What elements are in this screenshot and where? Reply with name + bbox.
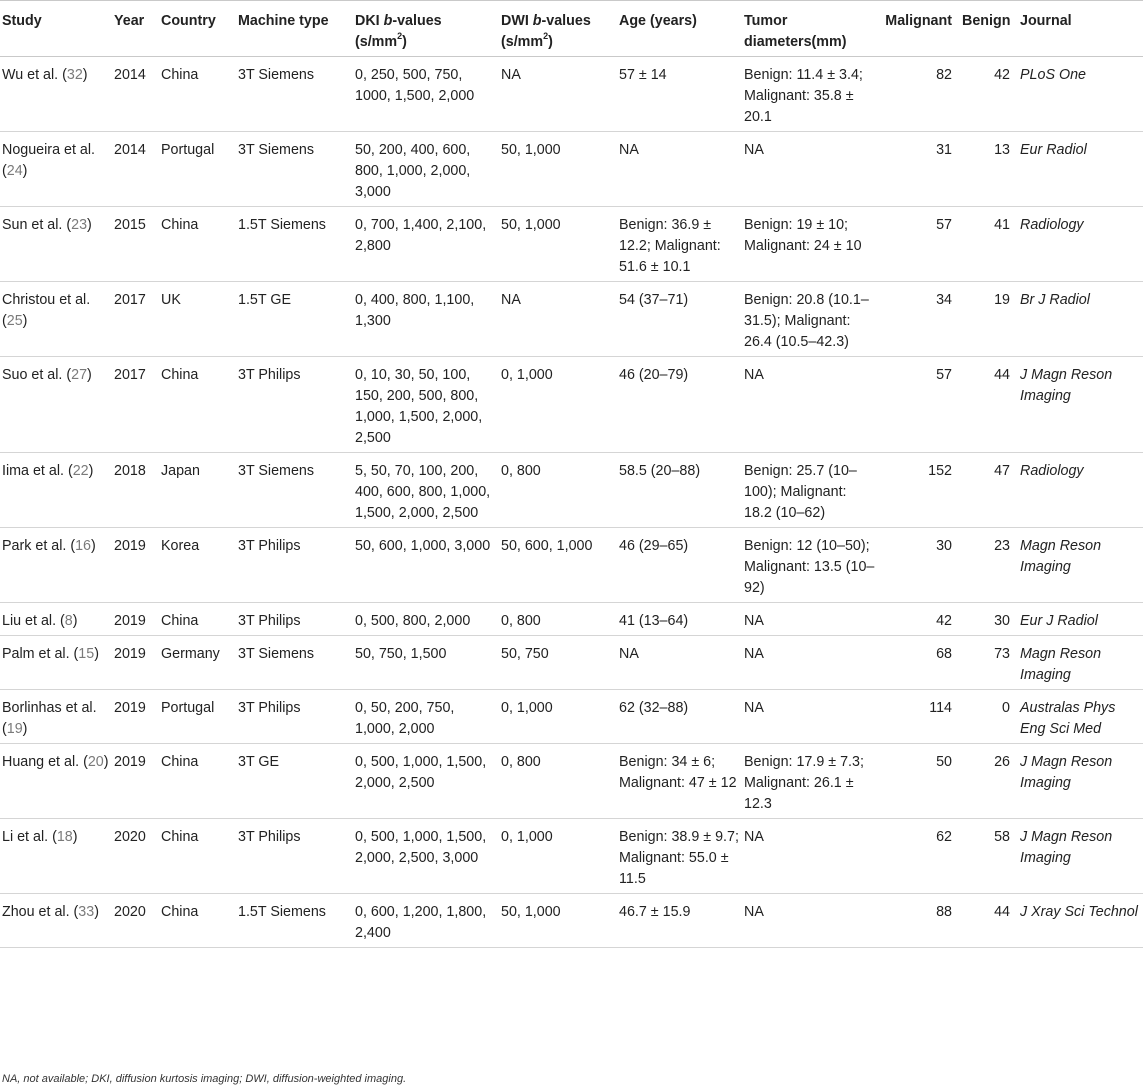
study-text: Liu et al. ( bbox=[2, 613, 65, 629]
cell-benign: 26 bbox=[960, 744, 1018, 819]
cell-country: UK bbox=[159, 282, 236, 357]
study-text: Borlinhas et al. ( bbox=[2, 700, 97, 737]
cell-malignant: 50 bbox=[879, 744, 960, 819]
cell-machine-type: 1.5T Siemens bbox=[236, 207, 353, 282]
reference-link[interactable]: 19 bbox=[6, 721, 23, 737]
cell-dki-b-values: 0, 700, 1,400, 2,100, 2,800 bbox=[353, 207, 499, 282]
cell-country: China bbox=[159, 819, 236, 894]
cell-tumor-diameters: NA bbox=[742, 690, 879, 744]
study-text: ) bbox=[94, 904, 99, 920]
cell-dki-b-values: 0, 250, 500, 750, 1000, 1,500, 2,000 bbox=[353, 57, 499, 132]
study-text: ) bbox=[22, 313, 28, 329]
cell-machine-type: 3T Philips bbox=[236, 603, 353, 636]
header-machine-type: Machine type bbox=[236, 1, 353, 57]
cell-tumor-diameters: NA bbox=[742, 636, 879, 690]
header-age: Age (years) bbox=[617, 1, 742, 57]
reference-link[interactable]: 27 bbox=[71, 367, 88, 383]
cell-dwi-b-values: 50, 1,000 bbox=[499, 207, 617, 282]
cell-dwi-b-values: 0, 1,000 bbox=[499, 690, 617, 744]
cell-journal: J Magn Reson Imaging bbox=[1018, 819, 1143, 894]
study-text: ) bbox=[72, 613, 78, 629]
cell-benign: 19 bbox=[960, 282, 1018, 357]
study-text: ) bbox=[91, 538, 96, 554]
cell-journal: J Magn Reson Imaging bbox=[1018, 357, 1143, 453]
cell-dwi-b-values: 50, 600, 1,000 bbox=[499, 528, 617, 603]
cell-year: 2019 bbox=[112, 690, 159, 744]
cell-tumor-diameters: Benign: 17.9 ± 7.3; Malignant: 26.1 ± 12.3 bbox=[742, 744, 879, 819]
cell-study bbox=[0, 57, 112, 132]
cell-year: 2020 bbox=[112, 819, 159, 894]
cell-country: Korea bbox=[159, 528, 236, 603]
cell-study bbox=[0, 603, 112, 636]
study-text: Wu et al. ( bbox=[2, 67, 67, 83]
cell-dki-b-values: 0, 10, 30, 50, 100, 150, 200, 500, 800, 1,000, 1,500, 2,000, 2,500 bbox=[353, 357, 499, 453]
cell-journal: Radiology bbox=[1018, 453, 1143, 528]
study-text: ) bbox=[22, 721, 28, 737]
cell-dwi-b-values: 50, 1,000 bbox=[499, 894, 617, 948]
cell-year: 2019 bbox=[112, 528, 159, 603]
cell-benign: 44 bbox=[960, 894, 1018, 948]
reference-link[interactable]: 32 bbox=[66, 67, 83, 83]
cell-tumor-diameters: Benign: 25.7 (10–100); Malignant: 18.2 (10–62) bbox=[742, 453, 879, 528]
study-text: Park et al. ( bbox=[2, 538, 76, 554]
cell-dki-b-values: 0, 500, 1,000, 1,500, 2,000, 2,500, 3,000 bbox=[353, 819, 499, 894]
cell-year: 2019 bbox=[112, 636, 159, 690]
header-row bbox=[0, 1, 1143, 57]
cell-year: 2018 bbox=[112, 453, 159, 528]
study-text: Li et al. ( bbox=[2, 829, 57, 845]
reference-link[interactable]: 24 bbox=[6, 163, 23, 179]
cell-dki-b-values: 5, 50, 70, 100, 200, 400, 600, 800, 1,000, 1,500, 2,000, 2,500 bbox=[353, 453, 499, 528]
cell-journal: Australas Phys Eng Sci Med bbox=[1018, 690, 1143, 744]
cell-year: 2019 bbox=[112, 744, 159, 819]
header-benign: Benign bbox=[960, 1, 1018, 57]
cell-country: Portugal bbox=[159, 132, 236, 207]
cell-journal: Eur Radiol bbox=[1018, 132, 1143, 207]
cell-age: 62 (32–88) bbox=[617, 690, 742, 744]
cell-journal: Magn Reson Imaging bbox=[1018, 636, 1143, 690]
cell-machine-type: 3T Siemens bbox=[236, 636, 353, 690]
cell-malignant: 30 bbox=[879, 528, 960, 603]
table-row bbox=[0, 132, 1143, 207]
cell-benign: 44 bbox=[960, 357, 1018, 453]
study-text: Suo et al. ( bbox=[2, 367, 72, 383]
reference-link[interactable]: 22 bbox=[72, 463, 89, 479]
cell-journal: J Xray Sci Technol bbox=[1018, 894, 1143, 948]
cell-year: 2014 bbox=[112, 57, 159, 132]
cell-dwi-b-values: 50, 1,000 bbox=[499, 132, 617, 207]
cell-age: Benign: 36.9 ± 12.2; Malignant: 51.6 ± 10.1 bbox=[617, 207, 742, 282]
cell-benign: 58 bbox=[960, 819, 1018, 894]
study-text: Huang et al. ( bbox=[2, 754, 88, 770]
cell-benign: 73 bbox=[960, 636, 1018, 690]
cell-journal: PLoS One bbox=[1018, 57, 1143, 132]
cell-malignant: 88 bbox=[879, 894, 960, 948]
cell-country: Portugal bbox=[159, 690, 236, 744]
cell-age: 54 (37–71) bbox=[617, 282, 742, 357]
cell-study bbox=[0, 132, 112, 207]
study-text: ) bbox=[87, 367, 92, 383]
cell-country: Japan bbox=[159, 453, 236, 528]
cell-tumor-diameters: Benign: 19 ± 10; Malignant: 24 ± 10 bbox=[742, 207, 879, 282]
cell-age: 46 (20–79) bbox=[617, 357, 742, 453]
cell-age: 57 ± 14 bbox=[617, 57, 742, 132]
cell-machine-type: 3T Siemens bbox=[236, 57, 353, 132]
cell-study bbox=[0, 357, 112, 453]
cell-country: China bbox=[159, 357, 236, 453]
cell-machine-type: 3T GE bbox=[236, 744, 353, 819]
cell-age: 46.7 ± 15.9 bbox=[617, 894, 742, 948]
cell-tumor-diameters: Benign: 12 (10–50); Malignant: 13.5 (10–92) bbox=[742, 528, 879, 603]
reference-link[interactable]: 18 bbox=[56, 829, 73, 845]
reference-link[interactable]: 15 bbox=[78, 646, 95, 662]
table-row bbox=[0, 528, 1143, 603]
cell-benign: 13 bbox=[960, 132, 1018, 207]
cell-malignant: 82 bbox=[879, 57, 960, 132]
cell-journal: Br J Radiol bbox=[1018, 282, 1143, 357]
cell-dwi-b-values: NA bbox=[499, 282, 617, 357]
cell-year: 2017 bbox=[112, 357, 159, 453]
study-text: Zhou et al. ( bbox=[2, 904, 79, 920]
cell-machine-type: 3T Philips bbox=[236, 528, 353, 603]
cell-machine-type: 3T Philips bbox=[236, 357, 353, 453]
cell-benign: 23 bbox=[960, 528, 1018, 603]
cell-dki-b-values: 0, 500, 800, 2,000 bbox=[353, 603, 499, 636]
study-text: Sun et al. ( bbox=[2, 217, 72, 233]
cell-machine-type: 1.5T Siemens bbox=[236, 894, 353, 948]
reference-link[interactable]: 20 bbox=[87, 754, 104, 770]
reference-link[interactable]: 8 bbox=[64, 613, 73, 629]
cell-benign: 0 bbox=[960, 690, 1018, 744]
cell-machine-type: 3T Philips bbox=[236, 819, 353, 894]
table-footnote: NA, not available; DKI, diffusion kurtosis imaging; DWI, diffusion-weighted imaging. bbox=[2, 1073, 407, 1085]
cell-country: China bbox=[159, 57, 236, 132]
reference-link[interactable]: 25 bbox=[6, 313, 23, 329]
study-text: Christou et al. ( bbox=[2, 292, 91, 329]
cell-study bbox=[0, 528, 112, 603]
cell-study bbox=[0, 453, 112, 528]
cell-machine-type: 3T Siemens bbox=[236, 132, 353, 207]
table-row bbox=[0, 819, 1143, 894]
cell-malignant: 57 bbox=[879, 207, 960, 282]
cell-tumor-diameters: Benign: 11.4 ± 3.4; Malignant: 35.8 ± 20.1 bbox=[742, 57, 879, 132]
cell-year: 2017 bbox=[112, 282, 159, 357]
cell-age: NA bbox=[617, 636, 742, 690]
cell-benign: 41 bbox=[960, 207, 1018, 282]
table-row bbox=[0, 57, 1143, 132]
cell-malignant: 62 bbox=[879, 819, 960, 894]
study-text: Nogueira et al. ( bbox=[2, 142, 95, 179]
cell-study bbox=[0, 744, 112, 819]
header-year: Year bbox=[112, 1, 159, 57]
cell-malignant: 42 bbox=[879, 603, 960, 636]
cell-machine-type: 3T Siemens bbox=[236, 453, 353, 528]
cell-dwi-b-values: 0, 800 bbox=[499, 744, 617, 819]
cell-study bbox=[0, 636, 112, 690]
table-row bbox=[0, 636, 1143, 690]
study-text: ) bbox=[103, 754, 109, 770]
cell-year: 2020 bbox=[112, 894, 159, 948]
reference-link[interactable]: 23 bbox=[71, 217, 88, 233]
reference-link[interactable]: 33 bbox=[78, 904, 95, 920]
header-country: Country bbox=[159, 1, 236, 57]
cell-tumor-diameters: NA bbox=[742, 819, 879, 894]
cell-tumor-diameters: NA bbox=[742, 894, 879, 948]
table-row bbox=[0, 357, 1143, 453]
study-text: ) bbox=[88, 463, 94, 479]
cell-malignant: 152 bbox=[879, 453, 960, 528]
table-row bbox=[0, 690, 1143, 744]
cell-country: China bbox=[159, 744, 236, 819]
cell-journal: Magn Reson Imaging bbox=[1018, 528, 1143, 603]
cell-journal: Eur J Radiol bbox=[1018, 603, 1143, 636]
study-text: ) bbox=[87, 217, 92, 233]
cell-dwi-b-values: 50, 750 bbox=[499, 636, 617, 690]
table-body bbox=[0, 57, 1143, 948]
cell-machine-type: 3T Philips bbox=[236, 690, 353, 744]
cell-journal: Radiology bbox=[1018, 207, 1143, 282]
cell-journal: J Magn Reson Imaging bbox=[1018, 744, 1143, 819]
cell-year: 2015 bbox=[112, 207, 159, 282]
cell-age: Benign: 34 ± 6; Malignant: 47 ± 12 bbox=[617, 744, 742, 819]
header-tumor-diameters: Tumor diameters(mm) bbox=[742, 1, 879, 57]
header-study: Study bbox=[0, 1, 112, 57]
cell-malignant: 114 bbox=[879, 690, 960, 744]
table-row bbox=[0, 603, 1143, 636]
cell-tumor-diameters: Benign: 20.8 (10.1–31.5); Malignant: 26.4 (10.5–42.3) bbox=[742, 282, 879, 357]
cell-benign: 42 bbox=[960, 57, 1018, 132]
cell-tumor-diameters: NA bbox=[742, 357, 879, 453]
cell-dwi-b-values: NA bbox=[499, 57, 617, 132]
header-malignant: Malignant bbox=[879, 1, 960, 57]
cell-dki-b-values: 50, 200, 400, 600, 800, 1,000, 2,000, 3,000 bbox=[353, 132, 499, 207]
cell-country: China bbox=[159, 894, 236, 948]
cell-study bbox=[0, 894, 112, 948]
cell-benign: 30 bbox=[960, 603, 1018, 636]
study-text: ) bbox=[72, 829, 78, 845]
cell-dki-b-values: 0, 500, 1,000, 1,500, 2,000, 2,500 bbox=[353, 744, 499, 819]
reference-link[interactable]: 16 bbox=[75, 538, 92, 554]
cell-study bbox=[0, 282, 112, 357]
study-text: Iima et al. ( bbox=[2, 463, 73, 479]
cell-dki-b-values: 0, 400, 800, 1,100, 1,300 bbox=[353, 282, 499, 357]
cell-year: 2019 bbox=[112, 603, 159, 636]
cell-year: 2014 bbox=[112, 132, 159, 207]
cell-age: 46 (29–65) bbox=[617, 528, 742, 603]
cell-malignant: 68 bbox=[879, 636, 960, 690]
header-dwi-b-values: DWI b-values $(s/mm^2)$ bbox=[499, 1, 617, 57]
cell-dki-b-values: 0, 600, 1,200, 1,800, 2,400 bbox=[353, 894, 499, 948]
cell-dki-b-values: 50, 750, 1,500 bbox=[353, 636, 499, 690]
cell-study bbox=[0, 690, 112, 744]
cell-dwi-b-values: 0, 1,000 bbox=[499, 819, 617, 894]
cell-study bbox=[0, 207, 112, 282]
cell-benign: 47 bbox=[960, 453, 1018, 528]
cell-age: NA bbox=[617, 132, 742, 207]
cell-age: 58.5 (20–88) bbox=[617, 453, 742, 528]
table-row bbox=[0, 453, 1143, 528]
table-row bbox=[0, 282, 1143, 357]
cell-dki-b-values: 0, 50, 200, 750, 1,000, 2,000 bbox=[353, 690, 499, 744]
study-text: ) bbox=[94, 646, 99, 662]
cell-study bbox=[0, 819, 112, 894]
cell-malignant: 34 bbox=[879, 282, 960, 357]
cell-dwi-b-values: 0, 800 bbox=[499, 603, 617, 636]
study-text: ) bbox=[82, 67, 88, 83]
study-text: Palm et al. ( bbox=[2, 646, 79, 662]
header-journal: Journal bbox=[1018, 1, 1143, 57]
table-row bbox=[0, 894, 1143, 948]
header-dki-b-values: DKI b-values $(s/mm^2)$ bbox=[353, 1, 499, 57]
cell-dwi-b-values: 0, 800 bbox=[499, 453, 617, 528]
cell-tumor-diameters: NA bbox=[742, 132, 879, 207]
cell-dki-b-values: 50, 600, 1,000, 3,000 bbox=[353, 528, 499, 603]
cell-malignant: 31 bbox=[879, 132, 960, 207]
study-text: ) bbox=[22, 163, 28, 179]
cell-country: China bbox=[159, 603, 236, 636]
table-row bbox=[0, 744, 1143, 819]
cell-dwi-b-values: 0, 1,000 bbox=[499, 357, 617, 453]
table-row bbox=[0, 207, 1143, 282]
cell-age: Benign: 38.9 ± 9.7; Malignant: 55.0 ± 11.5 bbox=[617, 819, 742, 894]
cell-malignant: 57 bbox=[879, 357, 960, 453]
cell-machine-type: 1.5T GE bbox=[236, 282, 353, 357]
cell-country: China bbox=[159, 207, 236, 282]
cell-tumor-diameters: NA bbox=[742, 603, 879, 636]
cell-country: Germany bbox=[159, 636, 236, 690]
cell-age: 41 (13–64) bbox=[617, 603, 742, 636]
